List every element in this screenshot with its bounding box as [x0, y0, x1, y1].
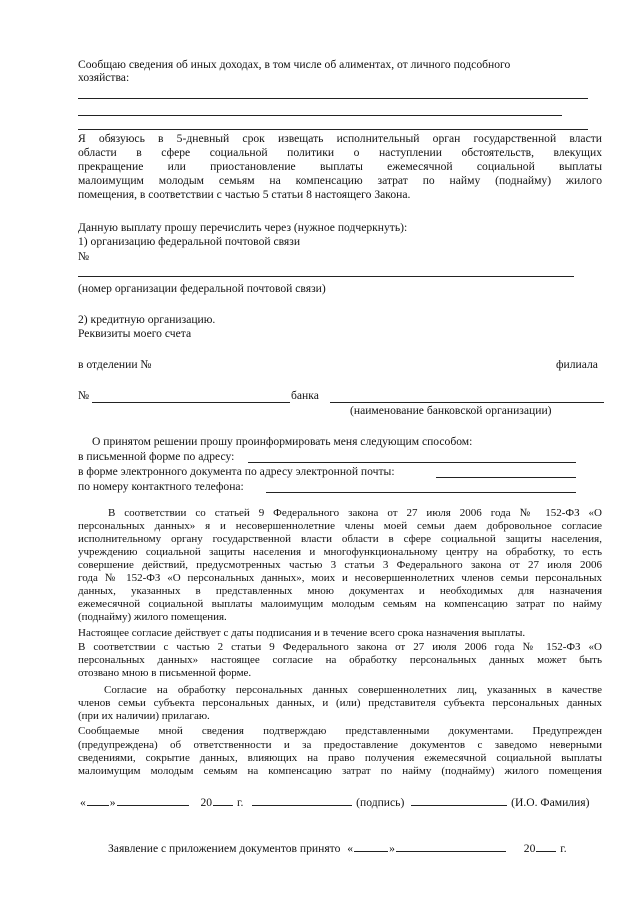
- consent-validity: Настоящее согласие действует с даты подписания и в течение всего срока назначения выплаты.: [78, 627, 526, 639]
- consent-line-7: данных, указанных в представленных мною документах и необходимых для назначения: [78, 585, 602, 597]
- notify-email-label: в форме электронного документа по адресу электронной почты:: [78, 465, 395, 478]
- consent-line-8: ежемесячной социальной выплаты малоимущим молодым семьям на компенсацию затрат по найму: [78, 598, 602, 610]
- signature-row: [80, 794, 589, 809]
- consent-line-6: года № 152-ФЗ «О персональных данных», моих и несовершеннолетних членов семьи персональных: [78, 572, 602, 584]
- acceptance-day-field[interactable]: [354, 840, 388, 852]
- confirm-line-3: сведениями, сокрытие данных, влияющих на право получения ежемесячной социальной выплаты: [78, 752, 602, 764]
- bank-name-caption: (наименование банковской организации): [350, 404, 552, 417]
- sign-open-quote: «: [80, 796, 86, 809]
- sign-close-quote: »: [109, 796, 116, 809]
- obligation-line-1: Я обязуюсь в 5-дневный срок извещать исполнительный орган государственной власти: [78, 132, 602, 145]
- consent-line-9: (поднайму) жилого помещения.: [78, 611, 227, 623]
- signature-field[interactable]: [252, 794, 352, 806]
- payment-intro: Данную выплату прошу перечислить через (нужное подчеркнуть):: [78, 221, 408, 234]
- sign-year-prefix: 20: [200, 796, 213, 809]
- payment-option-post[interactable]: 1) организацию федеральной почтовой связи: [78, 235, 301, 248]
- signature-caption: (подпись): [356, 796, 405, 809]
- minors-line-2: членов семьи субъекта персональных данных, и (или) представителя субъекта персональных данных: [78, 697, 602, 709]
- sign-year-suffix: г.: [237, 796, 244, 809]
- notify-intro: О принятом решении прошу проинформировать меня следующим способом:: [92, 435, 473, 448]
- minors-line-3: (при их наличии) прилагаю.: [78, 710, 210, 722]
- consent-line-2: персональных данных» я и несовершеннолетние члены моей семьи даем добровольное согласие: [78, 520, 602, 532]
- confirm-line-2: (предупреждена) об ответственности и за предоставление документов с заведомо неверными: [78, 739, 602, 751]
- revoke-line-2: персональных данных» настоящее согласие на обработку персональных данных может быть: [78, 654, 602, 666]
- bank-label: банка: [291, 389, 319, 402]
- obligation-line-2: области в сфере социальной политики о наступлении обстоятельств, влекущих: [78, 146, 602, 159]
- confirm-line-1: Сообщаемые мной сведения подтверждаю представленными документами. Предупрежден: [78, 725, 602, 737]
- confirm-line-4: малоимущим молодым семьям на компенсацию затрат по найму (поднайму) жилого помещения: [78, 765, 602, 777]
- revoke-line-3: отозвано мною в письменной форме.: [78, 667, 252, 679]
- notify-email-field[interactable]: [436, 477, 576, 478]
- income-blank-2[interactable]: [78, 115, 562, 116]
- revoke-line-1: В соответствии с частью 2 статьи 9 Федерального закона от 27 июля 2006 года № 152-ФЗ «О: [78, 641, 602, 653]
- acceptance-year-suffix: г.: [560, 842, 567, 855]
- notify-phone-field[interactable]: [266, 492, 576, 493]
- consent-line-5: совершение действий, предусмотренных частью 3 статьи 3 Федерального закона от 27 июля 2006: [78, 559, 602, 571]
- post-number-field[interactable]: [78, 276, 574, 277]
- notify-paper-label: в письменной форме по адресу:: [78, 450, 235, 463]
- consent-line-3: исполнительному органу государственной власти области в сфере социальной защиты населения,: [78, 533, 602, 545]
- sign-year-field[interactable]: [213, 794, 233, 806]
- consent-line-1: В соответствии со статьей 9 Федерального закона от 27 июля 2006 года № 152-ФЗ «О: [108, 507, 602, 519]
- post-number-caption: (номер организации федеральной почтовой связи): [78, 282, 326, 295]
- branch-number-label: в отделении №: [78, 358, 152, 371]
- income-blank-3[interactable]: [78, 129, 588, 130]
- branch-label: филиала: [556, 358, 598, 371]
- acceptance-close-quote: »: [389, 842, 395, 855]
- bank-account-field[interactable]: [92, 402, 290, 403]
- obligation-line-3: прекращение или приостановление выплаты ежемесячной социальной выплаты: [78, 160, 602, 173]
- acceptance-year-field[interactable]: [536, 840, 556, 852]
- acceptance-row: [108, 840, 567, 855]
- consent-line-4: учреждению социальной защиты населения и многофункциональному центру на обработку, то есть: [78, 546, 602, 558]
- minors-line-1: Согласие на обработку персональных данных совершеннолетних лиц, указанных в качестве: [104, 684, 602, 696]
- bank-name-field[interactable]: [330, 402, 604, 403]
- acceptance-year-prefix: 20: [523, 842, 536, 855]
- income-line-1: Сообщаю сведения об иных доходах, в том числе об алиментах, от личного подсобного: [78, 58, 511, 71]
- notify-paper-address-field[interactable]: [248, 462, 576, 463]
- sign-day-field[interactable]: [87, 794, 109, 806]
- notify-phone-label: по номеру контактного телефона:: [78, 480, 244, 493]
- acceptance-open-quote: «: [347, 842, 354, 855]
- obligation-line-4: малоимущим молодым семьям на компенсацию затрат по найму (поднайму) жилого: [78, 174, 602, 187]
- bank-number-sign: №: [78, 389, 90, 402]
- income-line-2: хозяйства:: [78, 71, 130, 84]
- obligation-line-5: помещения, в соответствии с частью 5 статьи 8 настоящего Закона.: [78, 188, 411, 201]
- income-blank-1[interactable]: [78, 98, 588, 99]
- post-number-sign: №: [78, 250, 90, 263]
- payment-option-bank[interactable]: 2) кредитную организацию.: [78, 313, 216, 326]
- account-requisites-label: Реквизиты моего счета: [78, 327, 192, 340]
- full-name-field[interactable]: [411, 794, 507, 806]
- sign-month-field[interactable]: [117, 794, 189, 806]
- full-name-caption: (И.О. Фамилия): [511, 796, 590, 809]
- acceptance-month-field[interactable]: [396, 840, 506, 852]
- acceptance-text: Заявление с приложением документов принято: [108, 842, 341, 855]
